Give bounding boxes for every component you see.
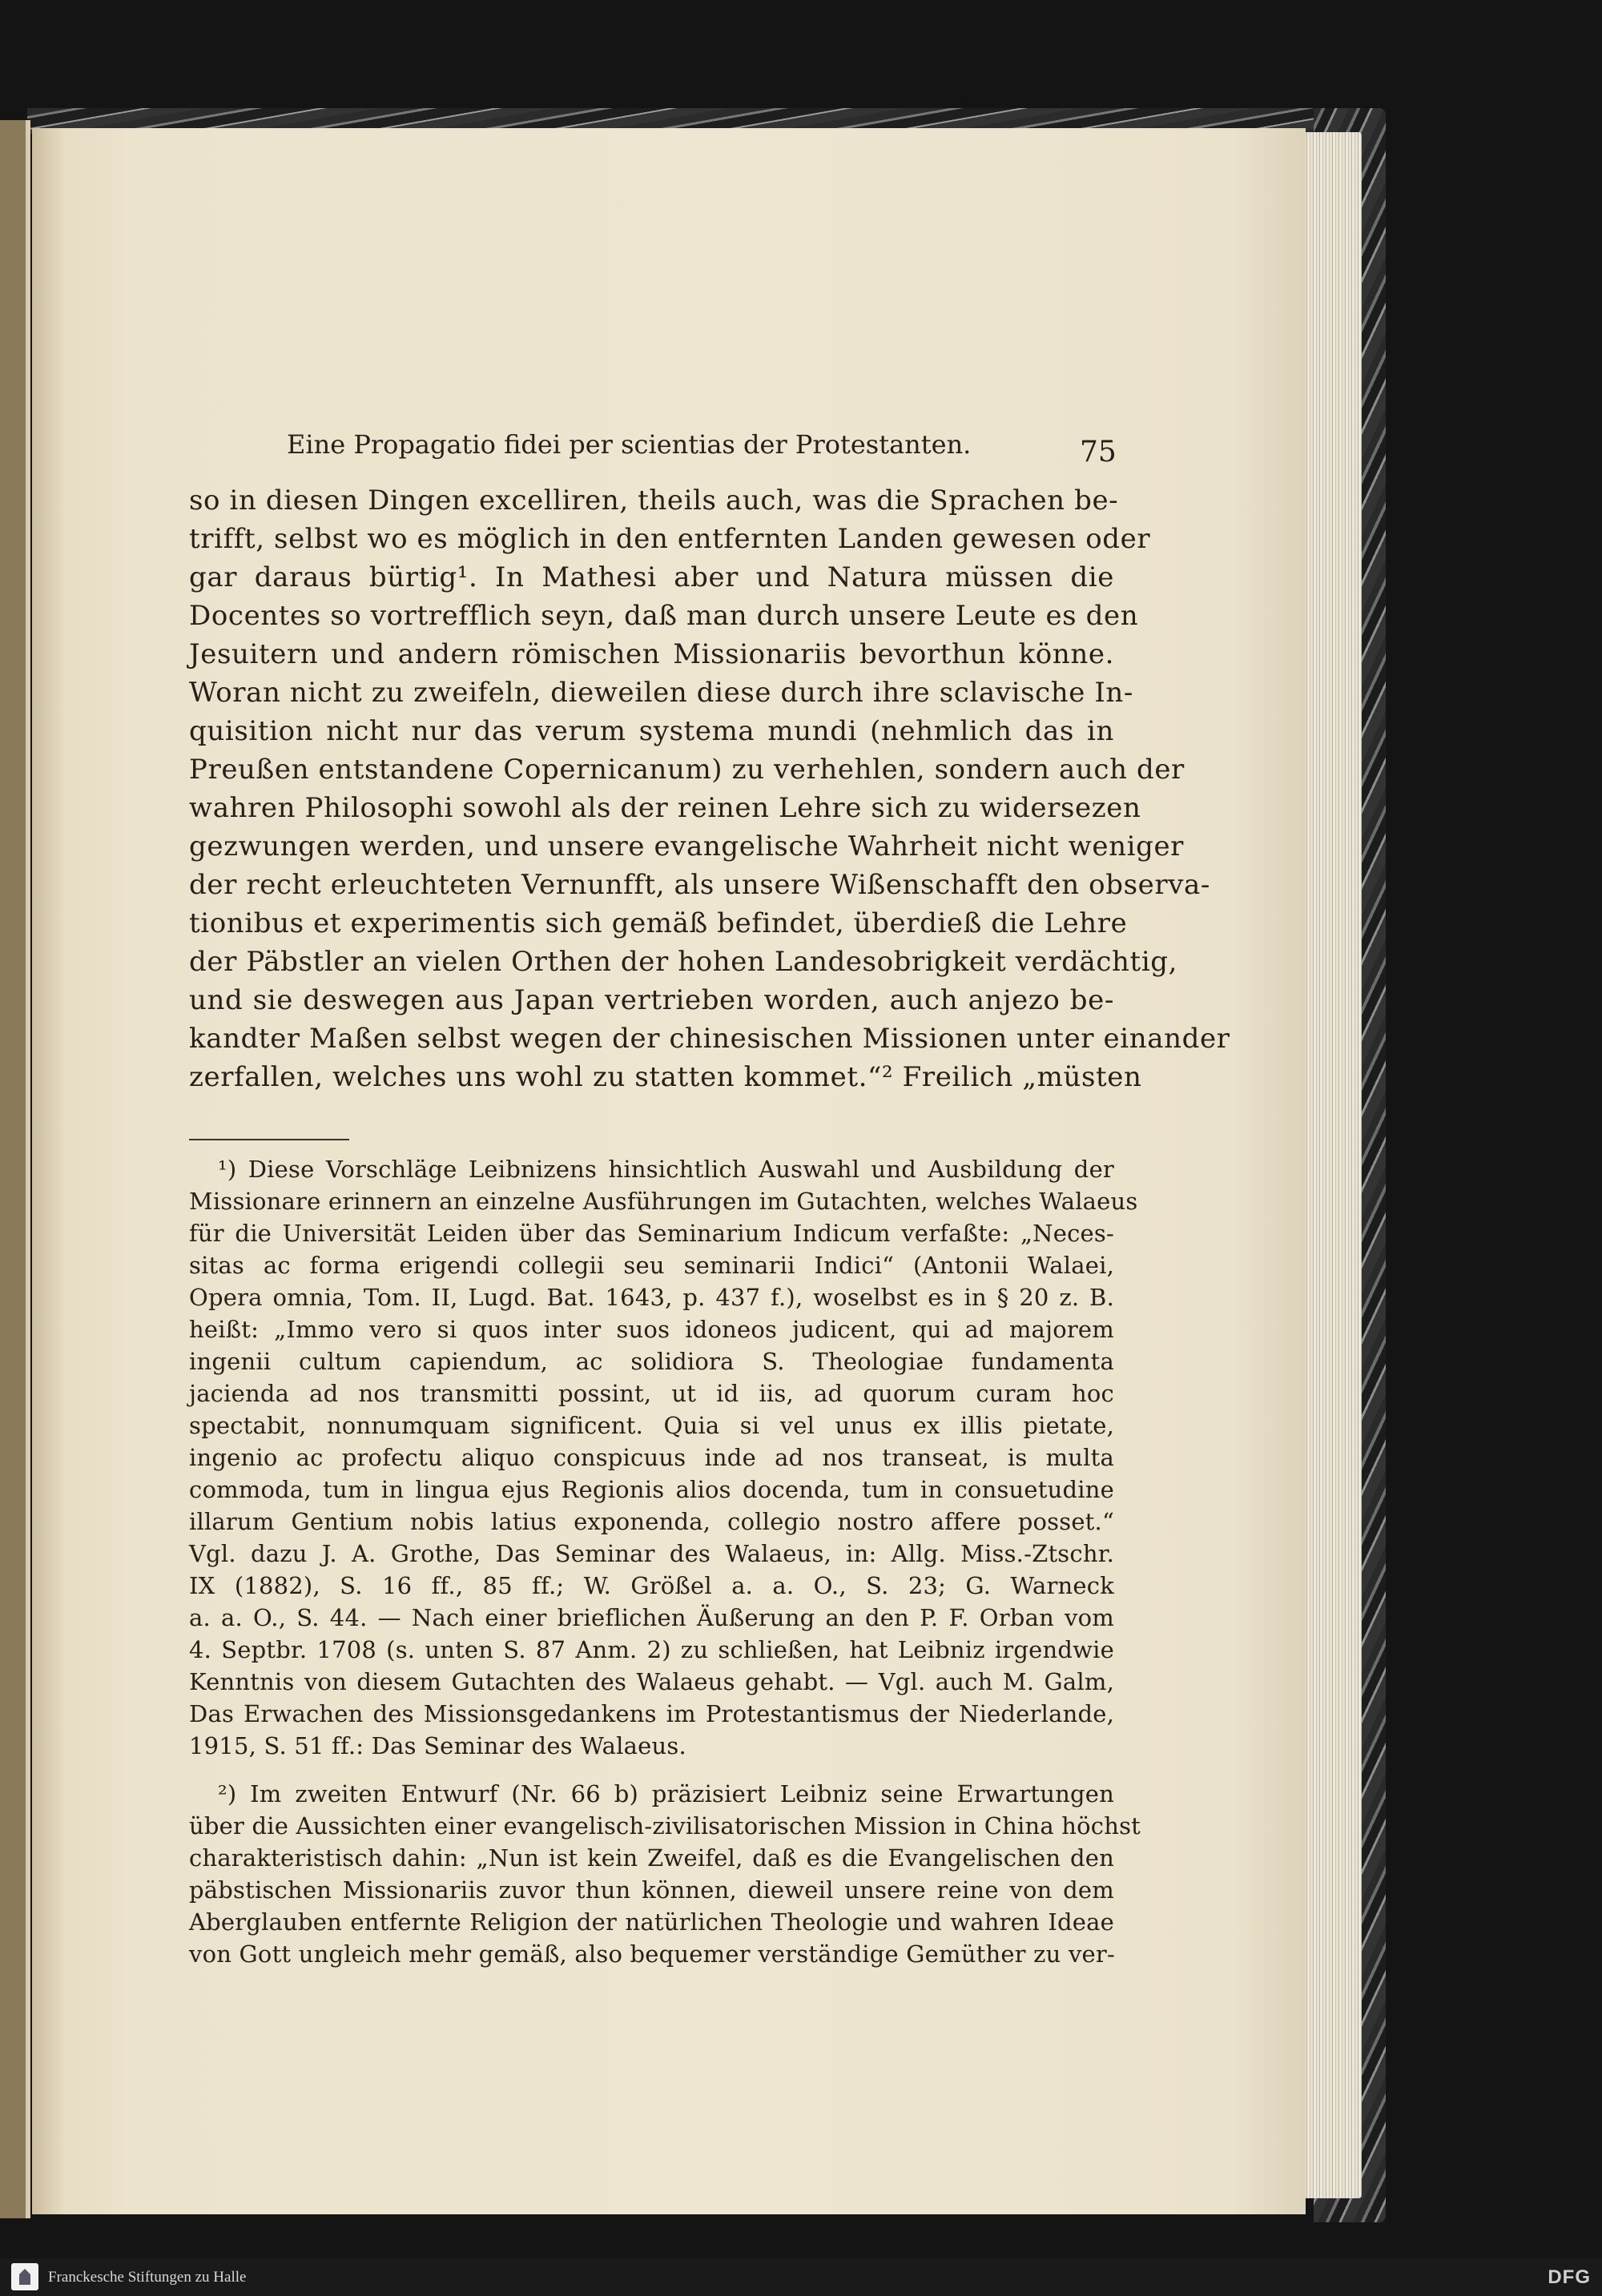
footnote-line: ¹) Diese Vorschläge Leibnizens hinsichtlich Auswahl und Ausbildung der: [218, 1156, 1114, 1183]
footnote-line: über die Aussichten einer evangelisch-zivilisatorischen Mission in China höchst: [189, 1812, 1141, 1840]
footnote-line: IX (1882), S. 16 ff., 85 ff.; W. Größel a. a. O., S. 23; G. Warneck: [189, 1572, 1114, 1599]
footnote-line: Missionare erinnern an einzelne Ausführungen im Gutachten, welches Walaeus: [189, 1188, 1138, 1215]
footnote-line: Opera omnia, Tom. II, Lugd. Bat. 1643, p. 437 f.), woselbst es in § 20 z. B.: [189, 1284, 1114, 1311]
footnote-line: commoda, tum in lingua ejus Regionis alios docenda, tum in consuetudine: [189, 1476, 1114, 1503]
footnote-line: illarum Gentium nobis latius exponenda, collegio nostro affere posset.“: [189, 1508, 1114, 1535]
book-page: [32, 128, 1306, 2214]
footnote-line: jacienda ad nos transmitti possint, ut id iis, ad quorum curam hoc: [189, 1380, 1114, 1407]
footnote-line: von Gott ungleich mehr gemäß, also bequemer verständige Gemüther zu ver-: [189, 1940, 1115, 1968]
footnote-line: Das Erwachen des Missionsgedankens im Protestantismus der Niederlande,: [189, 1700, 1114, 1727]
page-number: 75: [1080, 436, 1117, 468]
body-line: gar daraus bürtig¹. In Mathesi aber und Natura müssen die: [189, 561, 1114, 593]
body-line: Woran nicht zu zweifeln, dieweilen diese durch ihre sclavische In-: [189, 677, 1133, 709]
footnote-separator: [189, 1139, 349, 1140]
body-line: Docentes so vortrefflich seyn, daß man durch unsere Leute es den: [189, 600, 1139, 632]
body-line: kandter Maßen selbst wegen der chinesischen Missionen unter einander: [189, 1023, 1230, 1055]
body-line: so in diesen Dingen excelliren, theils auch, was die Sprachen be-: [189, 485, 1119, 517]
body-line: und sie deswegen aus Japan vertrieben worden, auch anjezo be-: [189, 984, 1114, 1016]
dfg-logo: DFG: [1548, 2266, 1591, 2288]
body-line: quisition nicht nur das verum systema mundi (nehmlich das in: [189, 715, 1114, 747]
footnote-line: ingenio ac profectu aliquo conspicuus inde ad nos transeat, is multa: [189, 1444, 1114, 1471]
footnote-line: charakteristisch dahin: „Nun ist kein Zweifel, daß es die Evangelischen den: [189, 1844, 1114, 1872]
footnote-line: 1915, S. 51 ff.: Das Seminar des Walaeus.: [189, 1732, 686, 1759]
footnote-line: ²) Im zweiten Entwurf (Nr. 66 b) präzisiert Leibniz seine Erwartungen: [218, 1780, 1114, 1807]
body-line: Jesuitern und andern römischen Missionariis bevorthun könne.: [189, 638, 1114, 670]
body-line: wahren Philosophi sowohl als der reinen Lehre sich zu widersezen: [189, 792, 1141, 824]
body-line: zerfallen, welches uns wohl zu statten kommet.“² Freilich „müsten: [189, 1061, 1142, 1093]
body-line: Preußen entstandene Copernicanum) zu verhehlen, sondern auch der: [189, 754, 1185, 786]
footnote-line: a. a. O., S. 44. — Nach einer brieflichen Äußerung an den P. F. Orban vom: [189, 1604, 1114, 1631]
footnote-line: päbstischen Missionariis zuvor thun können, dieweil unsere reine von dem: [189, 1876, 1114, 1904]
footnote-line: sitas ac forma erigendi collegii seu seminarii Indici“ (Antonii Walaei,: [189, 1252, 1114, 1279]
footnote-line: Aberglauben entfernte Religion der natürlichen Theologie und wahren Ideae: [189, 1908, 1114, 1936]
running-head: Eine Propagatio fidei per scientias der Protestanten.: [287, 429, 972, 460]
footnote-line: spectabit, nonnumquam significent. Quia si vel unus ex illis pietate,: [189, 1412, 1114, 1439]
footnote-line: Kenntnis von diesem Gutachten des Walaeus gehabt. — Vgl. auch M. Galm,: [189, 1668, 1114, 1695]
footnote-line: ingenii cultum capiendum, ac solidiora S. Theologiae fundamenta: [189, 1348, 1114, 1375]
body-line: trifft, selbst wo es möglich in den entfernten Landen gewesen oder: [189, 523, 1151, 555]
viewer-footer-bar: [0, 2258, 1602, 2296]
body-line: tionibus et experimentis sich gemäß befindet, überdieß die Lehre: [189, 907, 1128, 939]
body-line: gezwungen werden, und unsere evangelische Wahrheit nicht weniger: [189, 830, 1185, 863]
footnote-line: für die Universität Leiden über das Seminarium Indicum verfaßte: „Neces-: [189, 1220, 1114, 1247]
franckesche-stiftungen-logo-icon: [11, 2263, 38, 2290]
footnote-line: heißt: „Immo vero si quos inter suos idoneos judicent, qui ad majorem: [189, 1316, 1114, 1343]
body-line: der recht erleuchteten Vernunfft, als unsere Wißenschafft den observa-: [189, 869, 1210, 901]
facing-page-edge: [0, 120, 30, 2218]
footnote-line: 4. Septbr. 1708 (s. unten S. 87 Anm. 2) zu schließen, hat Leibniz irgendwie: [189, 1636, 1114, 1663]
institution-name: Franckesche Stiftungen zu Halle: [48, 2269, 247, 2286]
body-line: der Päbstler an vielen Orthen der hohen Landesobrigkeit verdächtig,: [189, 946, 1178, 978]
footnote-line: Vgl. dazu J. A. Grothe, Das Seminar des Walaeus, in: Allg. Miss.-Ztschr.: [189, 1540, 1114, 1567]
